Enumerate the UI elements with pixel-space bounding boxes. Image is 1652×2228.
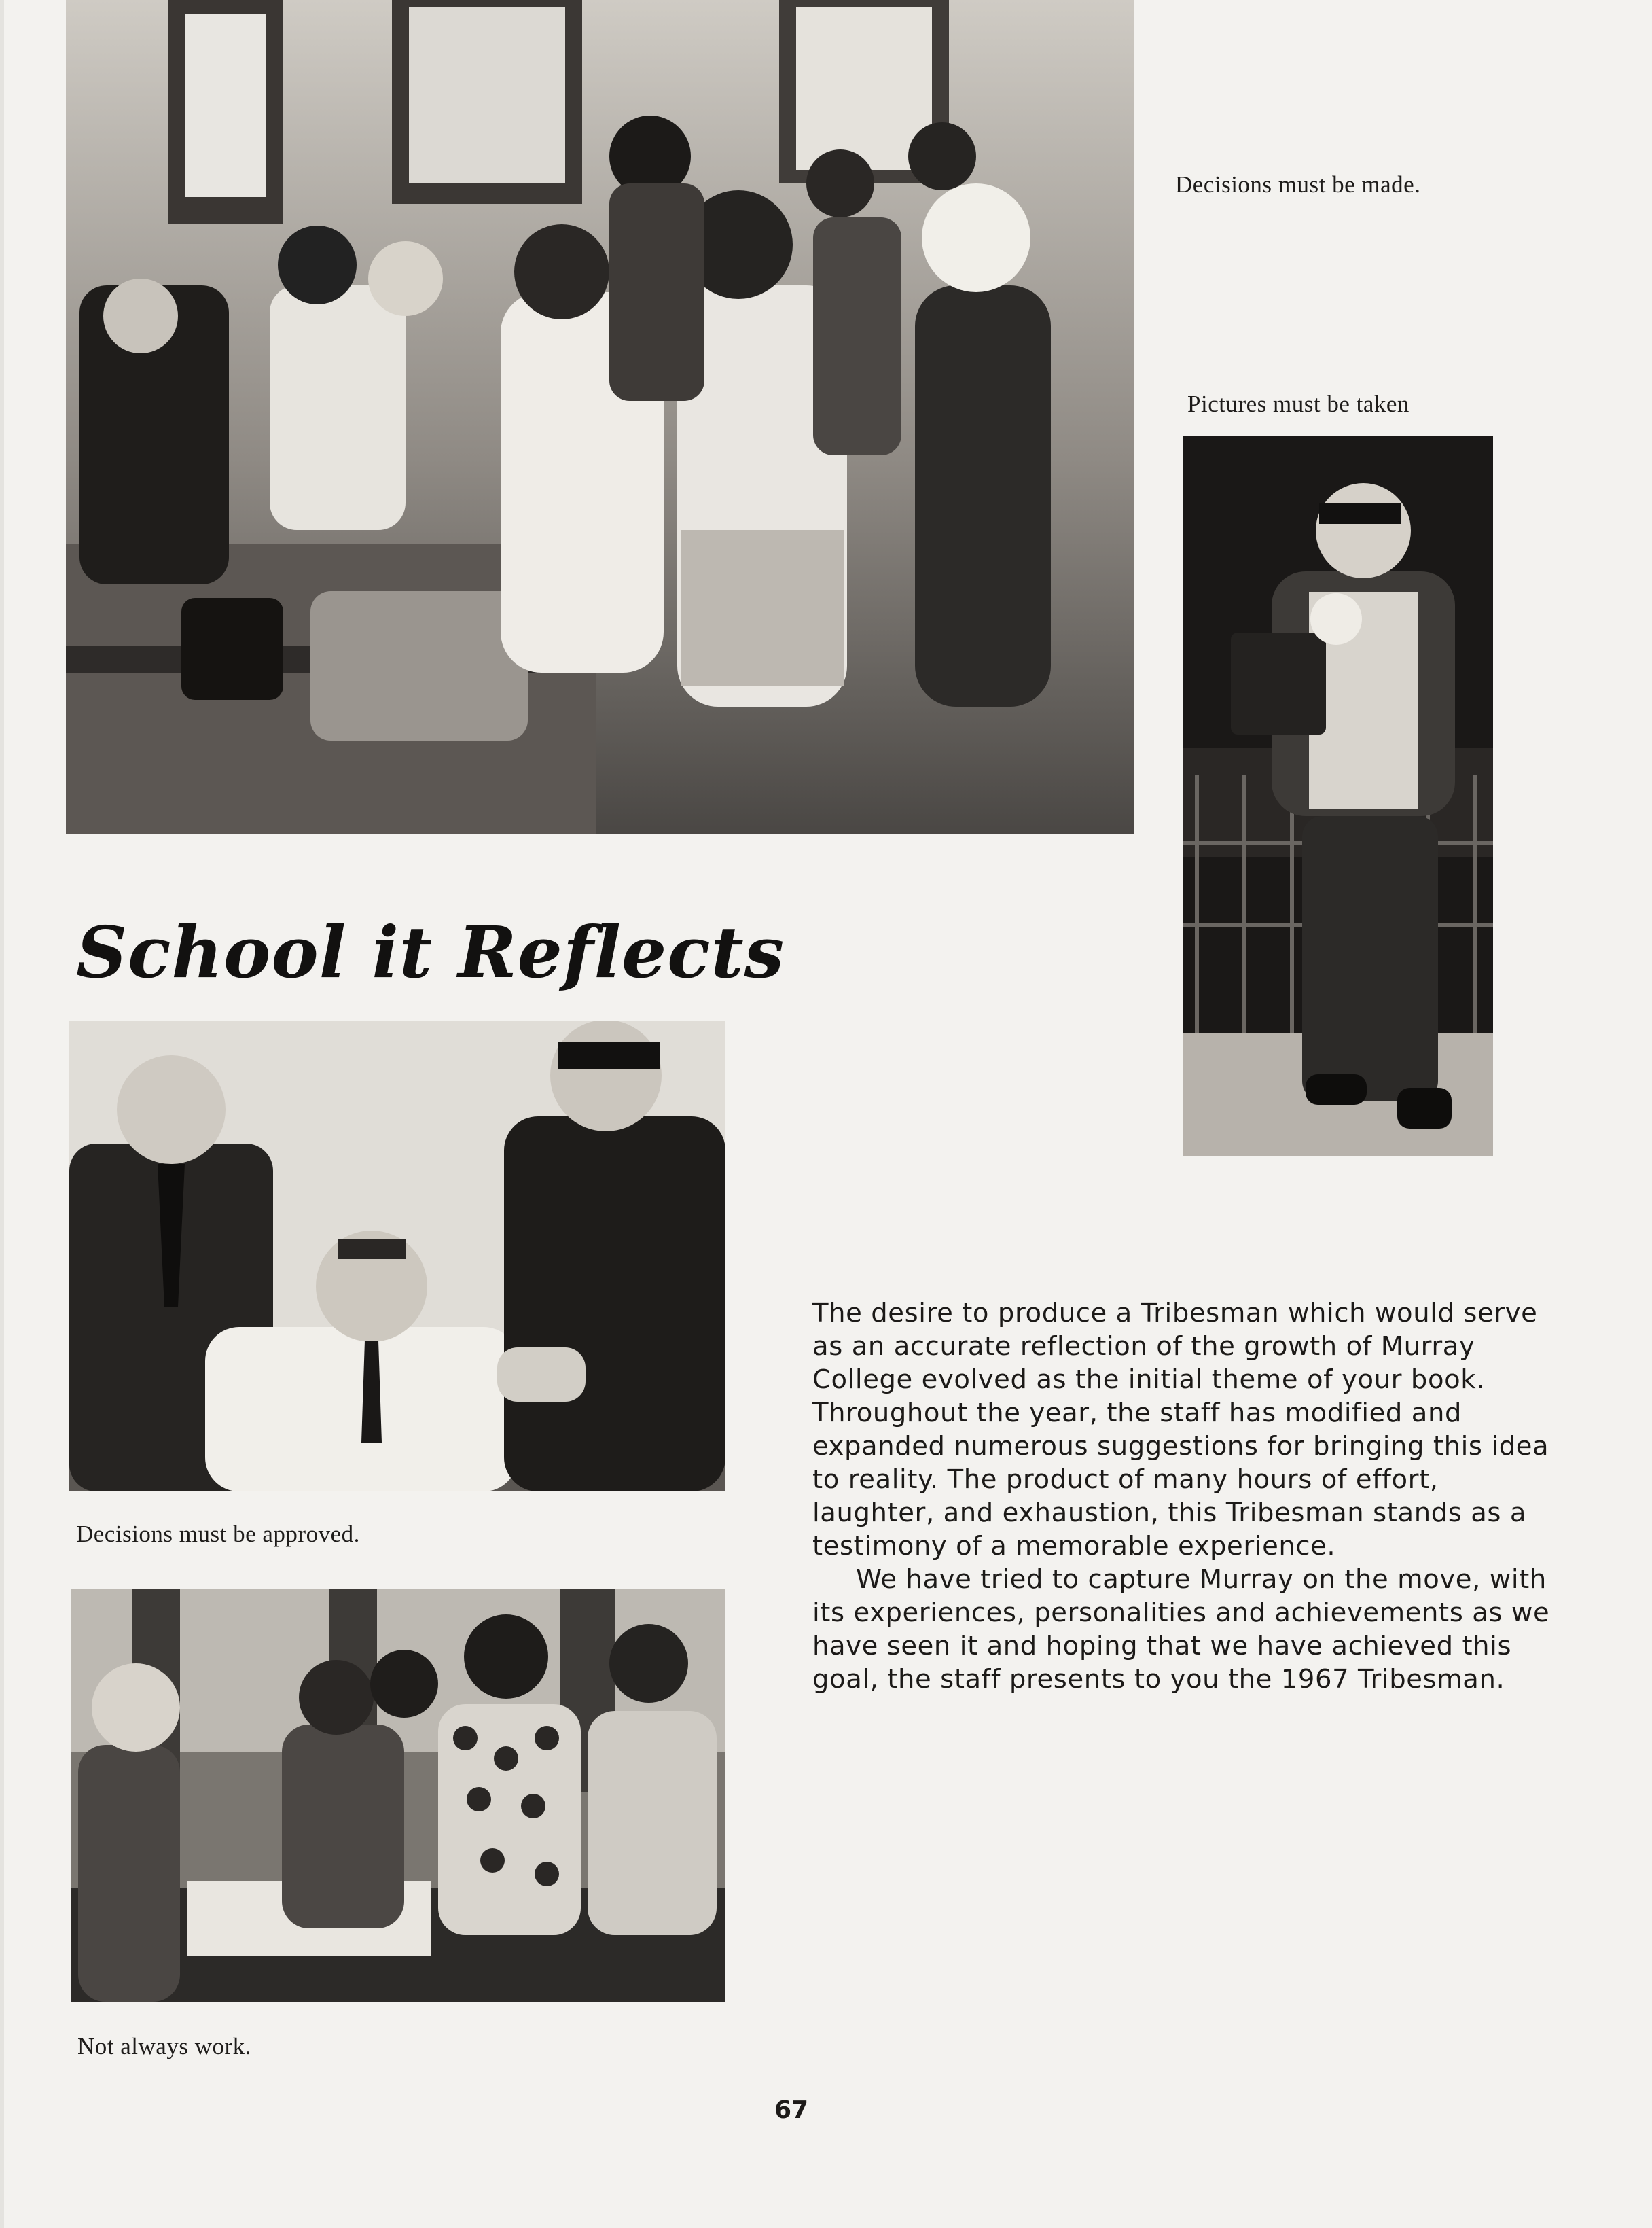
- photographer-photo: [1183, 436, 1493, 1156]
- photographer-photo-caption: Pictures must be taken: [1187, 391, 1409, 417]
- meeting-photo-caption: Decisions must be made.: [1175, 171, 1421, 198]
- page-number: 67: [774, 2096, 809, 2124]
- group-photo: [71, 1589, 725, 2002]
- meeting-photo: [66, 0, 1134, 834]
- page-headline: School it Reflects: [76, 910, 785, 994]
- body-text: [812, 1296, 1560, 1696]
- body-paragraph-1: The desire to produce a Tribesman which would serve as an accurate reflection of the growth of Murray College evolved as the initial theme of your book. Throughout the year, the staff has modified and expanded numerous suggestions for bringing this idea to reality. The product of many hours of effort, laughter, and exhaustion, this Tribesman stands as a testimony of a memorable experience.: [812, 1298, 1549, 1561]
- body-paragraph-2: We have tried to capture Murray on the move, with its experiences, personalities and achievements as we have seen it and hoping that we have achieved this goal, the staff presents to you the 1967 Tribesman.: [812, 1564, 1550, 1695]
- group-photo-caption: Not always work.: [77, 2033, 251, 2059]
- approval-photo-caption: Decisions must be approved.: [76, 1521, 360, 1547]
- approval-photo: [69, 1021, 725, 1491]
